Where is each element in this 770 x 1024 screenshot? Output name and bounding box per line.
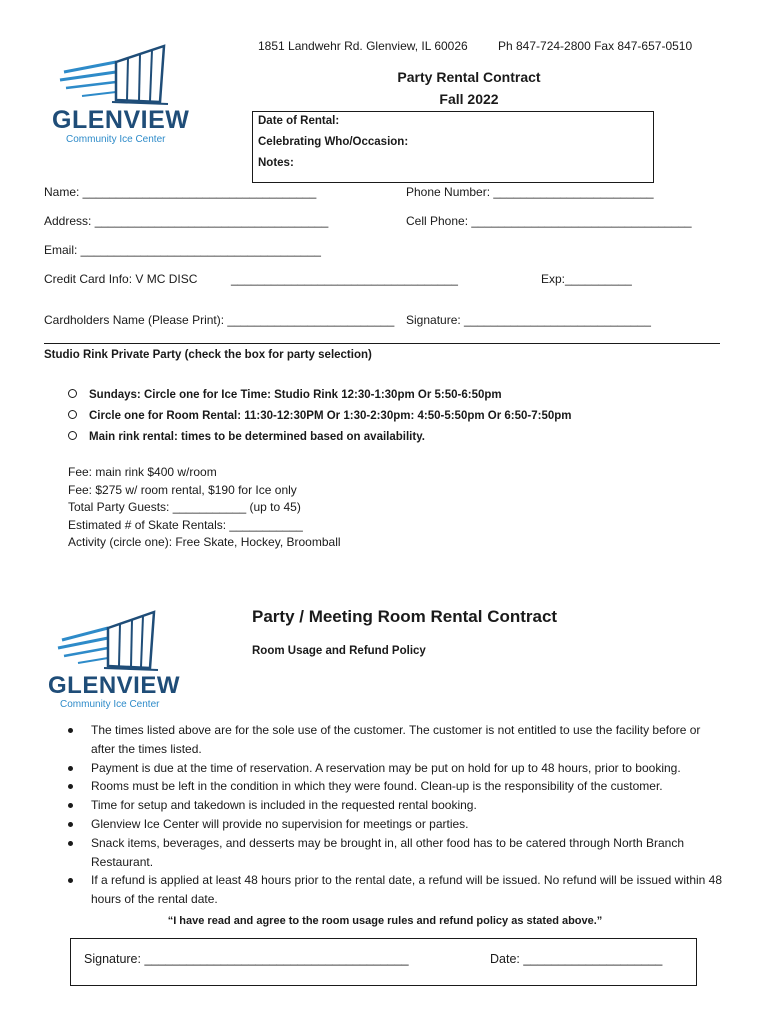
list-item: Rooms must be left in the condition in which they were found. Clean-up is the responsibility of the customer. [66, 777, 726, 796]
notes-label: Notes: [258, 157, 294, 169]
glenview-logo [52, 42, 232, 152]
occasion-label: Celebrating Who/Occasion: [258, 136, 409, 148]
logo-subtitle: Community Ice Center [60, 699, 160, 710]
date-of-rental-label: Date of Rental: [258, 115, 340, 127]
address-field[interactable]: Address: ___________________________________ [44, 214, 329, 228]
list-item: Glenview Ice Center will provide no supervision for meetings or parties. [66, 815, 726, 834]
cell-phone-field[interactable]: Cell Phone: _________________________________ [406, 214, 692, 228]
facility-phone-fax: Ph 847-724-2800 Fax 847-657-0510 [498, 39, 693, 53]
card-signature-field[interactable]: Signature: ____________________________ [406, 313, 651, 327]
card-expiry-field[interactable]: Exp:__________ [541, 272, 632, 286]
list-item: Time for setup and takedown is included in the requested rental booking. [66, 796, 726, 815]
fee-room-rental: Fee: $275 w/ room rental, $190 for Ice only [68, 482, 297, 497]
cardholder-name-field[interactable]: Cardholders Name (Please Print): _________________________ [44, 313, 395, 327]
list-item: The times listed above are for the sole use of the customer. The customer is not entitled to use the facility before or after the times listed. [66, 721, 726, 759]
contract-season: Fall 2022 [439, 91, 499, 107]
name-field[interactable]: Name: ___________________________________ [44, 185, 317, 199]
room-contract-title: Party / Meeting Room Rental Contract [252, 607, 558, 626]
customer-signature-field[interactable]: Signature: ______________________________________ [84, 952, 409, 966]
option-sunday-ice-time[interactable]: Sundays: Circle one for Ice Time: Studio Rink 12:30-1:30pm Or 5:50-6:50pm [68, 388, 502, 402]
ice-center-building-icon [52, 42, 232, 112]
total-guests-field[interactable]: Total Party Guests: ___________ (up to 45) [68, 500, 301, 514]
list-item: Payment is due at the time of reservation. A reservation may be put on hold for up to 48 hours, prior to booking. [66, 759, 726, 778]
list-item: If a refund is applied at least 48 hours prior to the rental date, a refund will be issued. No refund will be issued within 48 hours of the rental date. [66, 871, 726, 909]
option-main-rink[interactable]: Main rink rental: times to be determined based on availability. [68, 430, 425, 444]
credit-card-label: Credit Card Info: V MC DISC [44, 272, 198, 286]
phone-number-field[interactable]: Phone Number: ________________________ [406, 185, 654, 199]
studio-rink-heading: Studio Rink Private Party (check the box for party selection) [44, 349, 372, 361]
signature-date-field[interactable]: Date: ____________________ [490, 952, 663, 966]
fee-list [68, 464, 341, 552]
email-field[interactable]: Email: ____________________________________ [44, 243, 321, 257]
logo-subtitle: Community Ice Center [66, 134, 166, 145]
list-item: Snack items, beverages, and desserts may be brought in, all other food has to be catered through North Branch Restaurant. [66, 834, 726, 872]
skate-rentals-field[interactable]: Estimated # of Skate Rentals: ___________ [68, 517, 303, 532]
radio-circle-icon[interactable] [68, 431, 77, 440]
credit-card-field[interactable]: __________________________________ [231, 272, 458, 286]
glenview-logo-secondary [48, 606, 228, 716]
contract-title: Party Rental Contract [397, 69, 541, 85]
agreement-statement: “I have read and agree to the room usage rules and refund policy as stated above.” [167, 915, 603, 927]
room-rules-list [66, 721, 726, 909]
logo-wordmark: GLENVIEW [52, 106, 190, 134]
radio-circle-icon[interactable] [68, 410, 77, 419]
fee-main-rink: Fee: main rink $400 w/room [68, 465, 217, 479]
section-divider [44, 343, 720, 344]
ice-center-building-icon [48, 606, 228, 676]
activity-selection[interactable]: Activity (circle one): Free Skate, Hockey, Broomball [68, 535, 341, 549]
option-room-rental[interactable]: Circle one for Room Rental: 11:30-12:30PM Or 1:30-2:30pm: 4:50-5:50pm Or 6:50-7:50pm [68, 409, 572, 423]
room-policy-subtitle: Room Usage and Refund Policy [252, 645, 426, 657]
facility-address: 1851 Landwehr Rd. Glenview, IL 60026 [258, 39, 468, 53]
radio-circle-icon[interactable] [68, 389, 77, 398]
logo-wordmark: GLENVIEW [48, 672, 181, 699]
